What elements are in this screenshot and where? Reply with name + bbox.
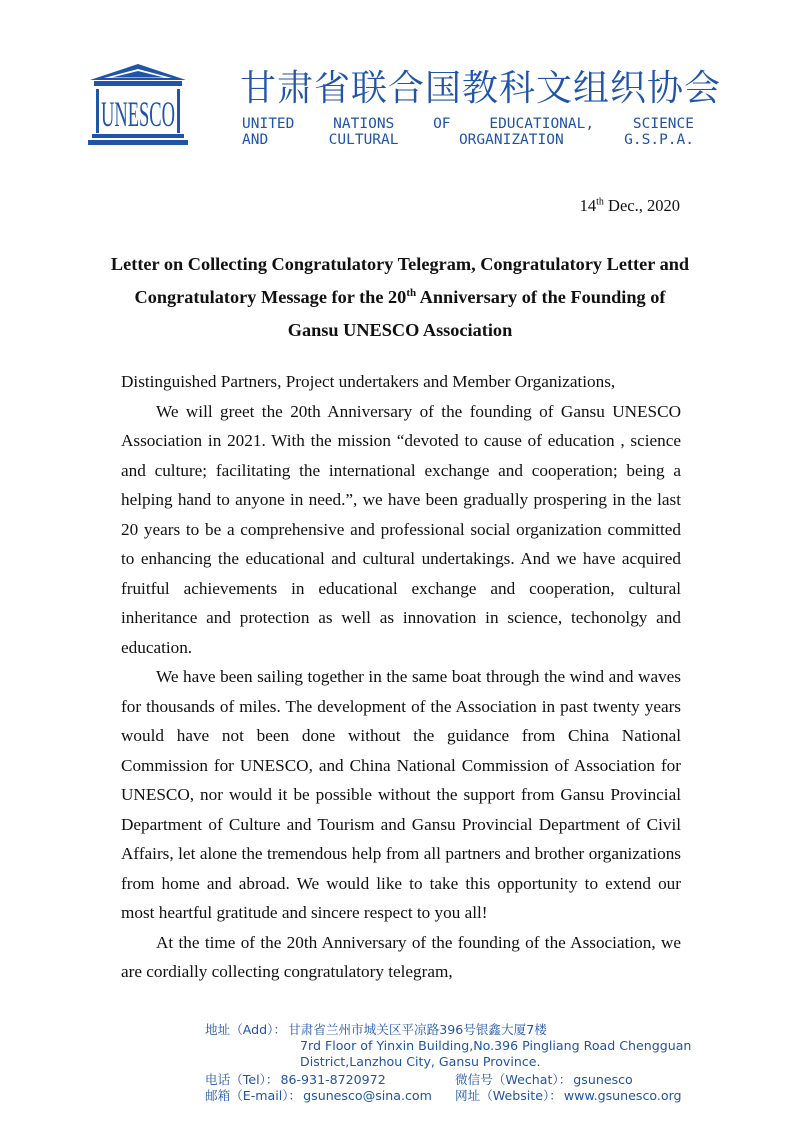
title-part1: Letter on Collecting Congratulatory Telegram, Congratulatory Letter and Congratulatory Message for the 20 bbox=[110, 254, 690, 307]
date-rest: Dec., 2020 bbox=[603, 196, 680, 215]
address-label: 地址（Add）： bbox=[205, 1022, 287, 1037]
salutation: Distinguished Partners, Project undertakers and Member Organizations, bbox=[121, 372, 616, 391]
letter-title bbox=[110, 248, 690, 347]
title-part2: Anniversary of the Founding of Gansu UNESCO Association bbox=[287, 287, 666, 340]
body-paragraph-1: We will greet the 20th Anniversary of the founding of Gansu UNESCO Association in 2021. With the mission “devoted to cause of education , science and culture; facilitating the international exchange and cooperation; being a helping hand to anyone in need.”, we have been gradually prospering in the last 20 years to be a comprehensive and professional social organization committed to enhancing the educational and cultural undertakings. And we have acquired fruitful achievements in educational exchange and cooperation, cultural inheritance and protection as well as innovation in science, techonolgy and education. bbox=[121, 401, 681, 657]
body-paragraph-3: At the time of the 20th Anniversary of the founding of the Association, we are cordially collecting congratulatory telegram, bbox=[121, 932, 681, 981]
tel-label: 电话（Tel）： bbox=[205, 1072, 279, 1087]
wechat-label: 微信号（Wechat）： bbox=[455, 1072, 572, 1087]
address-chinese: 甘肃省兰州市城关区平凉路396号银鑫大厦7楼 bbox=[288, 1022, 547, 1037]
footer-email bbox=[205, 1088, 432, 1105]
wechat-id: gsunesco bbox=[573, 1072, 633, 1087]
unesco-logo bbox=[86, 62, 190, 146]
body-paragraph-2: We have been sailing together in the same boat through the wind and waves for thousands of miles. The development of the Association in past twenty years would have not been done without the guidance from China National Commission for UNESCO, and China National Commission of Association for UNESCO, nor would it be possible without the support from Gansu Provincial Department of Culture and Tourism and Gansu Provincial Department of Civil Affairs, let alone the tremendous help from all partners and brother organizations from home and abroad. We would like to take this opportunity to extend our most heartful gratitude and sincere respect to you all! bbox=[121, 667, 681, 922]
temple-logo-icon bbox=[86, 62, 190, 146]
footer-wechat bbox=[455, 1072, 633, 1089]
title-sup: th bbox=[406, 286, 417, 299]
org-name-english-line2: AND CULTURAL ORGANIZATION G.S.P.A. bbox=[242, 132, 694, 148]
address-english-line2: District,Lanzhou City, Gansu Province. bbox=[300, 1054, 541, 1069]
letter-body bbox=[121, 367, 681, 1007]
website-label: 网址（Website）： bbox=[455, 1088, 562, 1103]
website-link[interactable]: www.gsunesco.org bbox=[563, 1088, 682, 1103]
letter-footer bbox=[0, 1016, 800, 1131]
footer-telephone bbox=[205, 1072, 386, 1089]
org-name-english-line1: UNITED NATIONS OF EDUCATIONAL, SCIENCE bbox=[242, 116, 694, 132]
footer-address bbox=[205, 1022, 547, 1039]
address-english-line1: 7rd Floor of Yinxin Building,No.396 Pingliang Road Chengguan bbox=[300, 1038, 692, 1053]
letter-date bbox=[580, 196, 680, 216]
tel-number: 86-931-8720972 bbox=[280, 1072, 386, 1087]
footer-website bbox=[455, 1088, 682, 1105]
logo-wordmark: UNESCO bbox=[101, 94, 175, 134]
email-label: 邮箱（E-mail）： bbox=[205, 1088, 302, 1103]
date-suffix: th bbox=[596, 196, 604, 208]
email-address[interactable]: gsunesco@sina.com bbox=[303, 1088, 432, 1103]
date-day: 14 bbox=[579, 196, 597, 215]
org-name-chinese: 甘肃省联合国教科文组织协会 bbox=[240, 68, 722, 109]
